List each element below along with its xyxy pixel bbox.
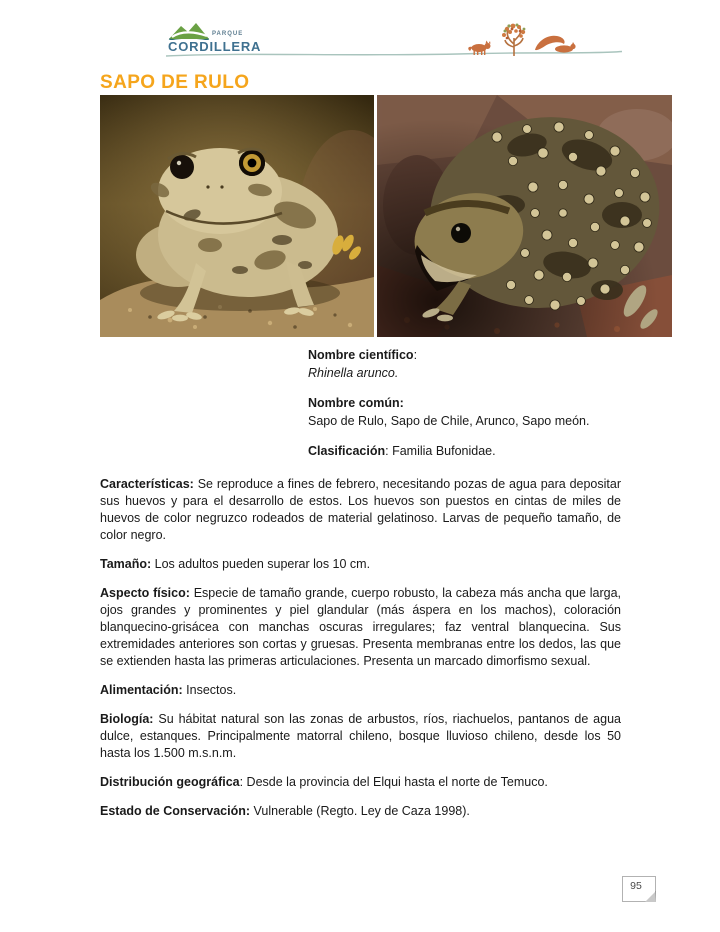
section-distribucion [100,774,621,791]
photo-row [100,95,672,337]
section-label: Distribución geográfica [100,775,240,789]
section-label: Características: [100,477,194,491]
section-label: Alimentación: [100,683,183,697]
section-label: Biología: [100,712,154,726]
taxonomy-block [308,347,638,474]
page-title: SAPO DE RULO [100,72,250,93]
section-biologia [100,711,621,762]
section-text: Especie de tamaño grande, cuerpo robusto, la cabeza más ancha que larga, ojos grandes y prominentes y piel glandular (más áspera en los machos), coloración blanquecino-grisácea con manchas oscuras irregulares; faz ventral blanquecina. Sus extremidades anteriores son cortas y gruesas. Presenta membranas entre los dedos, las que se extienden hasta las primeras articulaciones. Presenta un marcado dimorfismo sexual. [100,586,621,668]
section-label: Estado de Conservación: [100,804,251,818]
page-corner-fold-edge [644,891,656,902]
classification-group [308,443,638,461]
scientific-name-group [308,347,638,382]
logo-park-word: PARQUE [212,31,244,37]
mountain-logo-icon [168,22,210,40]
section-conservacion [100,803,621,820]
section-text: Insectos. [186,683,237,697]
page-number: 95 [630,880,642,892]
section-alimentacion [100,682,621,699]
scientific-name-colon: : [413,348,418,362]
scientific-name-label: Nombre científico [308,348,414,362]
section-aspecto-fisico [100,585,621,670]
section-label: Tamaño: [100,557,152,571]
section-text: Los adultos pueden superar los 10 cm. [154,557,371,571]
common-name-value: Sapo de Rulo, Sapo de Chile, Arunco, Sapo meón. [308,413,590,428]
section-text: Su hábitat natural son las zonas de arbustos, ríos, riachuelos, pantanos de agua dulce, estanques. Principalmente matorral chileno, bosque lluvioso chileno, desde los 50 hasta los 1.500 m.s.n.m. [100,712,621,760]
body-content [100,476,621,832]
tree-icon [502,24,525,57]
toad-side-photo [377,95,672,337]
common-name-group [308,395,638,430]
toad-front-photo [100,95,374,337]
common-name-label: Nombre común: [308,396,404,410]
section-text: : Desde la provincia del Elqui hasta el norte de Temuco. [239,775,548,789]
squirrel-icon [535,36,576,53]
section-tamano [100,556,621,573]
scientific-name-value: Rhinella arunco. [308,365,399,380]
classification-label: Clasificación [308,444,386,458]
section-text: Vulnerable (Regto. Ley de Caza 1998). [253,804,470,818]
classification-value: : Familia Bufonidae. [385,444,496,458]
page-number-box [622,876,656,902]
section-label: Aspecto físico: [100,586,190,600]
section-caracteristicas [100,476,621,544]
section-text: Se reproduce a fines de febrero, necesitando pozas de agua para depositar sus huevos y para el desarrollo de estos. Los huevos son puestos en cintas de miles de huevos de color negruzco rodeados de material gelatinoso. Larvas de pequeño tamaño, de color negro. [100,477,621,542]
logo-park-name: CORDILLERA [168,39,262,54]
